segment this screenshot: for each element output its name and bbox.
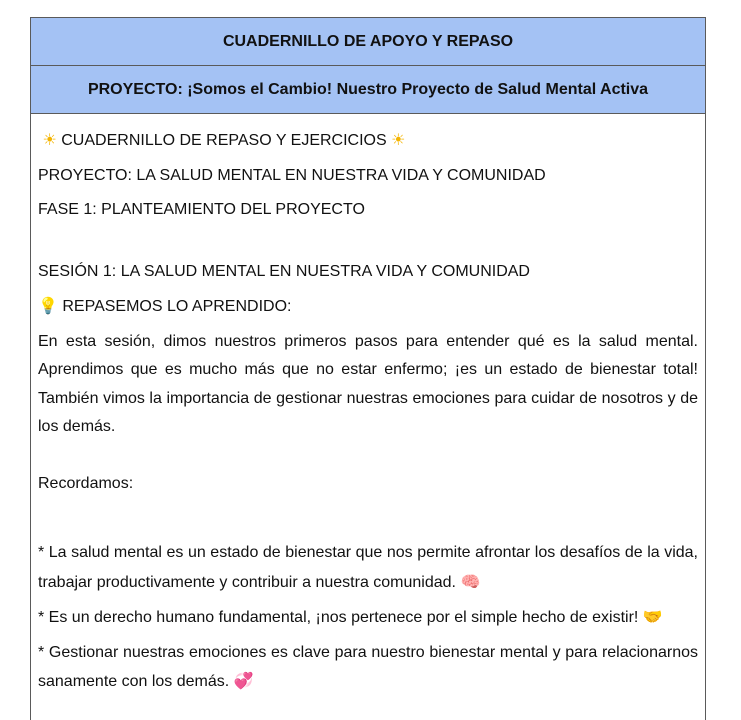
spacer bbox=[38, 442, 698, 471]
bullet-text: * Gestionar nuestras emociones es clave para nuestro bienestar mental y para relacionarnos sanamente con los demás. bbox=[38, 643, 698, 690]
heart-icon: 💞 bbox=[233, 671, 254, 690]
content-title-text: CUADERNILLO DE REPASO Y EJERCICIOS bbox=[61, 132, 387, 149]
phase-line: FASE 1: PLANTEAMIENTO DEL PROYECTO bbox=[38, 201, 365, 218]
document-table bbox=[30, 17, 706, 720]
sun-icon: ☀ bbox=[42, 130, 57, 149]
review-heading bbox=[38, 292, 698, 322]
intro-paragraph: En esta sesión, dimos nuestros primeros pasos para entender qué es la salud mental. Aprendimos que es mucho más que no estar enfermo; ¡es un estado de bienestar total! También vimos la importancia de gestionar nuestras emociones para cuidar de nosotros y de los demás. bbox=[38, 332, 698, 435]
list-item bbox=[38, 639, 698, 697]
sun-icon: ☀ bbox=[391, 130, 406, 149]
list-item bbox=[38, 539, 698, 597]
spacer bbox=[38, 499, 698, 528]
content-title bbox=[38, 126, 698, 156]
review-heading-text: REPASEMOS LO APRENDIDO: bbox=[62, 298, 292, 315]
remember-label: Recordamos: bbox=[38, 475, 134, 492]
header-title-cell bbox=[31, 18, 706, 66]
project-line: PROYECTO: LA SALUD MENTAL EN NUESTRA VIDA Y COMUNIDAD bbox=[38, 166, 546, 184]
bullet-text: * Es un derecho humano fundamental, ¡nos pertenece por el simple hecho de existir! bbox=[38, 609, 639, 626]
header-project: PROYECTO: ¡Somos el Cambio! Nuestro Proyecto de Salud Mental Activa bbox=[87, 80, 649, 98]
bullet-text: * La salud mental es un estado de bienestar que nos permite afrontar los desafíos de la vida, trabajar productivamente y contribuir a nuestra comunidad. bbox=[38, 544, 698, 591]
header-title: CUADERNILLO DE APOYO Y REPASO bbox=[222, 32, 514, 50]
brain-icon: 🧠 bbox=[460, 571, 481, 591]
handshake-icon: 🤝 bbox=[642, 607, 663, 626]
list-item bbox=[38, 603, 698, 633]
header-project-cell bbox=[31, 66, 706, 114]
content-cell bbox=[31, 114, 706, 720]
lightbulb-icon: 💡 bbox=[38, 296, 58, 315]
session-line: SESIÓN 1: LA SALUD MENTAL EN NUESTRA VIDA Y COMUNIDAD bbox=[38, 262, 530, 280]
